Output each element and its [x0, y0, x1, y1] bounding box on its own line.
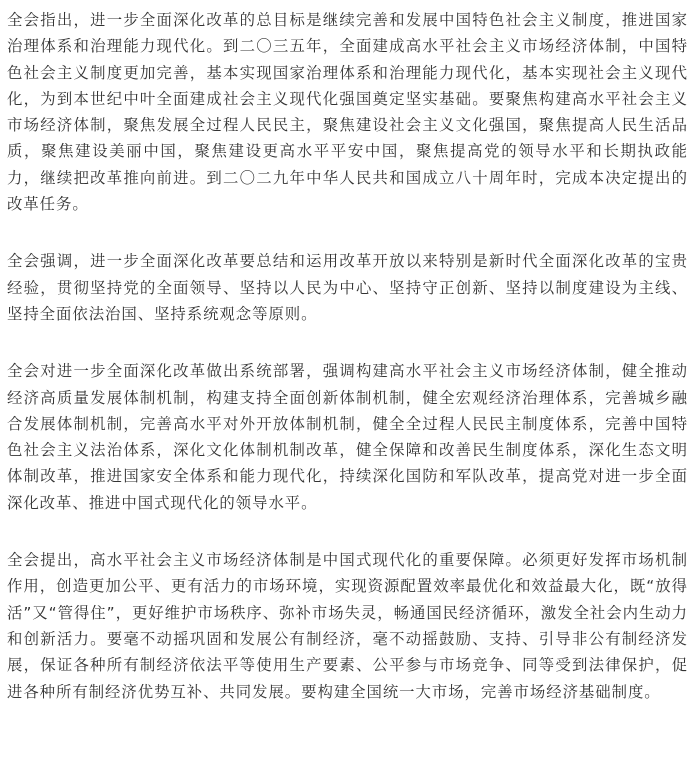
article-paragraph-3: 全会对进一步全面深化改革做出系统部署，强调构建高水平社会主义市场经济体制，健全推动经济高质量发展体制机制，构建支持全面创新体制机制，健全宏观经济治理体系，完善城乡融合发展体制机制，完善高水平对外开放体制机制，健全全过程人民民主制度体系，完善中国特色社会主义法治体系，深化文化体制机制改革，健全保障和改善民生制度体系，深化生态文明体制改革，推进国家安全体系和能力现代化，持续深化国防和军队改革，提高党对进一步全面深化改革、推进中国式现代化的领导水平。: [7, 362, 688, 512]
article-paragraph-4: 全会提出，高水平社会主义市场经济体制是中国式现代化的重要保障。必须更好发挥市场机制作用，创造更加公平、更有活力的市场环境，实现资源配置效率最优化和效益最大化，既“放得活”又“管得住”，更好维护市场秩序、弥补市场失灵，畅通国民经济循环，激发全社会内生动力和创新活力。要毫不动摇巩固和发展公有制经济，毫不动摇鼓励、支持、引导非公有制经济发展，保证各种所有制经济依法平等使用生产要素、公平参与市场竞争、同等受到法律保护，促进各种所有制经济优势互补、共同发展。要构建全国统一大市场，完善市场经济基础制度。: [7, 551, 688, 701]
article-paragraph-2: 全会强调，进一步全面深化改革要总结和运用改革开放以来特别是新时代全面深化改革的宝贵经验，贯彻坚持党的全面领导、坚持以人民为中心、坚持守正创新、坚持以制度建设为主线、坚持全面依法治国、坚持系统观念等原则。: [7, 252, 688, 323]
article-paragraph-1: 全会指出，进一步全面深化改革的总目标是继续完善和发展中国特色社会主义制度，推进国家治理体系和治理能力现代化。到二〇三五年，全面建成高水平社会主义市场经济体制，中国特色社会主义制度更加完善，基本实现国家治理体系和治理能力现代化，基本实现社会主义现代化，为到本世纪中叶全面建成社会主义现代化强国奠定坚实基础。要聚焦构建高水平社会主义市场经济体制，聚焦发展全过程人民民主，聚焦建设社会主义文化强国，聚焦提高人民生活品质，聚焦建设美丽中国，聚焦建设更高水平平安中国，聚焦提高党的领导水平和长期执政能力，继续把改革推向前进。到二〇二九年中华人民共和国成立八十周年时，完成本决定提出的改革任务。: [7, 11, 688, 214]
